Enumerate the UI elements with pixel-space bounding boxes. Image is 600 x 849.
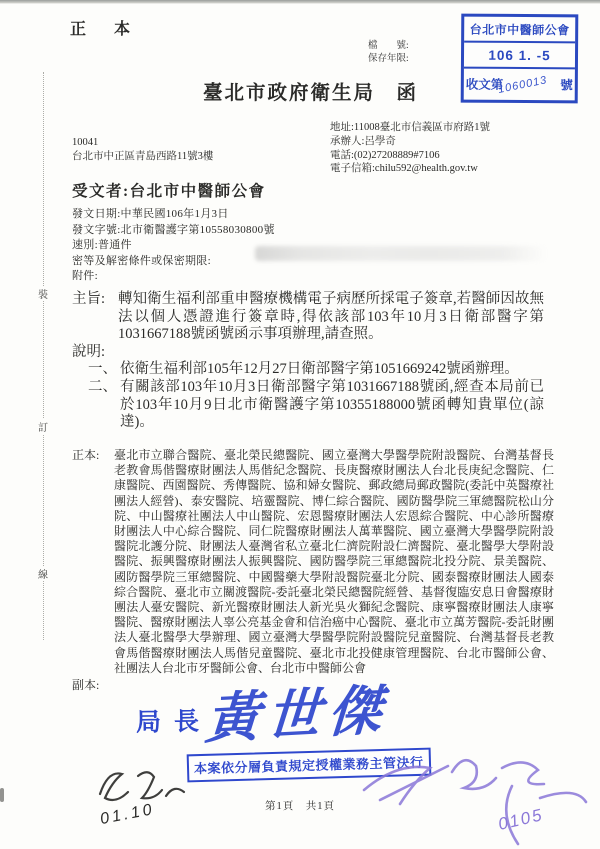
handwritten-date-black: 01.10 — [98, 800, 157, 829]
scan-artifact-top-edge — [0, 0, 600, 4]
received-stamp — [461, 14, 579, 104]
explanation-item-1 — [72, 361, 544, 379]
sender-email: 電子信箱:chilu592@health.gov.tw — [330, 163, 478, 175]
scan-artifact-smudge — [255, 246, 547, 261]
subject-text: 轉知衛生福利部重申醫療機構電子病歷所採電子簽章,若醫師因故無法以個人憑證進行簽章時,得依該部103年10月3日衛部醫字第1031667188號函號函示事項辦理,請查照。 — [118, 291, 544, 343]
received-stamp-number-row — [464, 69, 575, 101]
subject-row — [72, 291, 544, 344]
distribution-block — [72, 448, 554, 693]
explanation-label: 說明: — [72, 343, 106, 360]
meta-issue-date: 發文日期:中華民國106年1月3日 — [72, 208, 229, 220]
director-title-stamp: 局長 — [135, 708, 213, 737]
binding-char-ding: 訂 — [36, 419, 50, 434]
sender-contact-person: 承辦人:呂學奇 — [330, 135, 396, 147]
received-stamp-date: 106 1. -5 — [464, 43, 575, 70]
binding-char-zhuang: 裝 — [36, 286, 50, 301]
sender-phone: 電話:(02)27208889#7106 — [330, 149, 440, 161]
original-copies-label: 正本: — [72, 448, 100, 462]
sender-contact-block — [330, 121, 490, 176]
binding-dotted-line — [43, 72, 44, 640]
recipient-address-block — [72, 136, 213, 164]
explanation-item-2 — [72, 379, 544, 432]
recipient-street: 台北市中正區青島西路11號3樓 — [72, 151, 214, 162]
purple-handwritten-signature-scribble — [352, 742, 592, 848]
handwritten-note-purple: 0105 — [496, 805, 546, 834]
file-number-block — [368, 40, 409, 65]
explanation-item-2-text: 有關該部103年10月3日衛部醫字第1031667188號函,經查本局前已於103年10月9日北市衛醫護字第10355188000號函轉知貴單位(諒達)。 — [120, 378, 544, 431]
received-stamp-number-prefix: 收文第 — [465, 77, 504, 92]
letter-body — [72, 291, 544, 432]
retention-label: 保存年限: — [368, 53, 409, 64]
recipient-zip: 10041 — [72, 137, 99, 148]
delegation-authority-stamp: 本案依分層負責規定授權業務主管決行 — [187, 748, 431, 783]
director-signature: 黃世傑 — [203, 680, 391, 750]
recipient-line: 受文者:台北市中醫師公會 — [72, 183, 266, 200]
meta-attachment: 附件: — [72, 270, 98, 283]
meta-speed: 速別:普通件 — [72, 239, 132, 252]
explanation-item-2-number: 二、 — [88, 378, 117, 395]
received-stamp-org: 台北市中醫師公會 — [464, 17, 575, 44]
original-copies-list: 臺北市立聯合醫院、臺北榮民總醫院、國立臺灣大學醫學院附設醫院、台灣基督長老教會馬偕醫療財團法人馬偕紀念醫院、長庚醫療財團法人台北長庚紀念醫院、仁康醫院、西園醫院、秀傳醫院、協和婦女醫院、郵政總局郵政醫院(委託中英醫療社團法人經營)、泰安醫院、培靈醫院、博仁綜合醫院、國防醫學院三軍總醫院松山分院、中山醫療社團法人中山醫院、宏恩醫療財團法人宏恩綜合醫院、中心診所醫療財團法人中心綜合醫院、同仁院醫療財團法人萬華醫院、國立臺灣大學醫學院附設醫院北護分院、財團法人臺灣省私立臺北仁濟院附設仁濟醫院、臺北醫學大學附設醫院、振興醫療財團法人振興醫院、國防醫學院三軍總醫院北投分院、景美醫院、國防醫學院三軍總醫院、中國醫藥大學附設醫院臺北分院、國泰醫療財團法人國泰綜合醫院、臺北市立關渡醫院-委託臺北榮民總醫院經營、基督復臨安息日會醫療財團法人臺安醫院、新光醫療財團法人新光吳火獅紀念醫院、康寧醫療財團法人康寧醫院、醫療財團法人辜公亮基金會和信治癌中心醫院、臺北市立萬芳醫院-委託財團法人臺北醫學大學辦理、國立臺灣大學醫學院附設醫院兒童醫院、台灣基督長老教會馬偕醫療財團法人馬偕兒童醫院、臺北市北投健康管理醫院、台北市醫師公會、社團法人台北市牙醫師公會、台北市中醫師公會 — [114, 448, 554, 675]
explanation-item-1-text: 依衛生福利部105年12月27日衛部醫字第1051669242號函辦理。 — [120, 361, 519, 378]
document-title: 臺北市政府衛生局 函 — [203, 83, 419, 104]
explanation-item-1-number: 一、 — [88, 361, 117, 378]
binding-char-xian: 線 — [36, 566, 50, 581]
meta-security: 密等及解密條件或保密期限: — [72, 254, 211, 267]
received-stamp-handwritten-number: 1060013 — [497, 74, 549, 96]
received-stamp-number-suffix: 號 — [560, 78, 573, 93]
cc-copies-label: 副本: — [72, 678, 100, 693]
file-number-label: 檔 號: — [368, 41, 409, 51]
original-copies-row — [72, 448, 554, 676]
copy-type-label: 正 本 — [70, 21, 137, 38]
document-meta — [72, 207, 275, 285]
subject-label: 主旨: — [72, 291, 106, 307]
sender-address: 地址:11008臺北市信義區市府路1號 — [330, 122, 491, 133]
page-number-footer: 第1頁 共1頁 — [265, 801, 335, 812]
meta-doc-number: 發文字號:北市衛醫護字第10558030800號 — [72, 223, 275, 236]
